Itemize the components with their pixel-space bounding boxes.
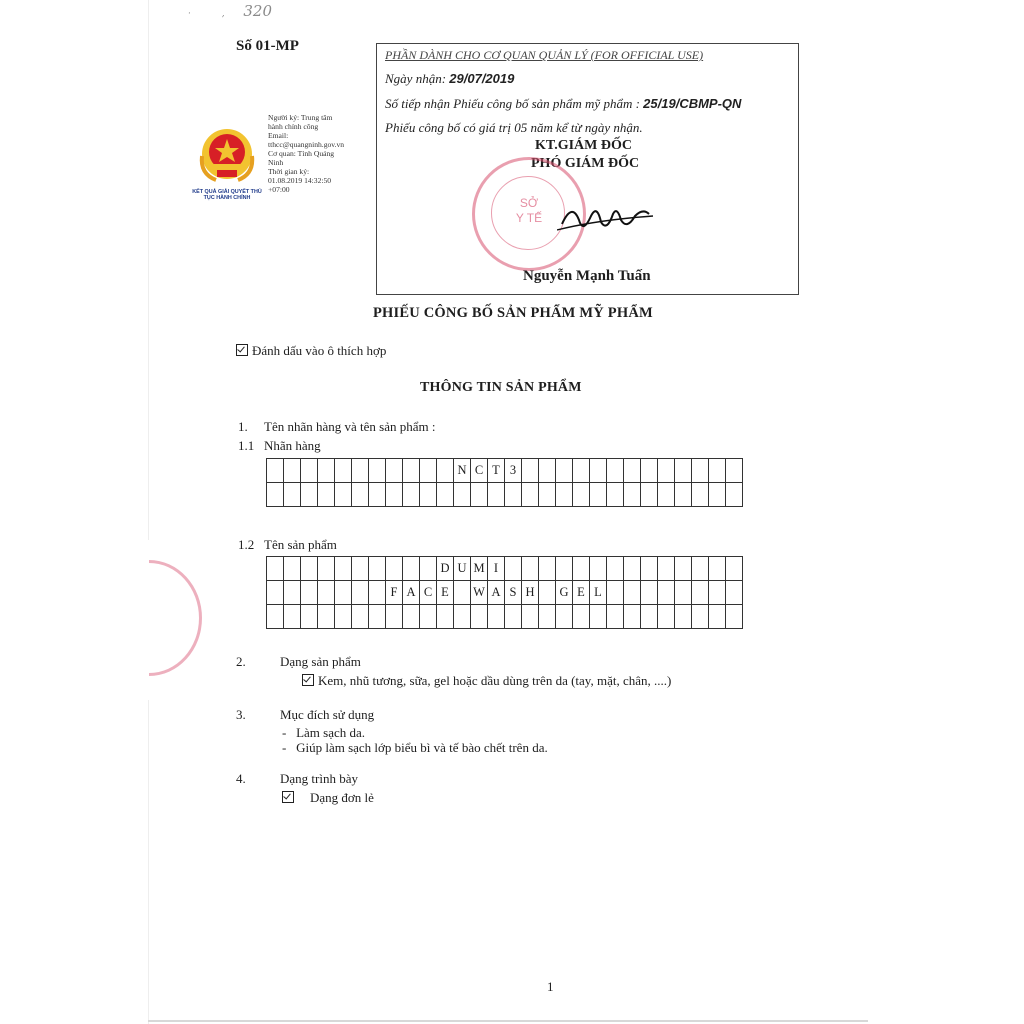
brand-cell xyxy=(369,483,386,507)
product-cell xyxy=(471,605,488,629)
receipt-number-line xyxy=(385,96,741,112)
brand-cell xyxy=(556,483,573,507)
product-cell xyxy=(335,605,352,629)
brand-cell xyxy=(386,483,403,507)
product-cell xyxy=(369,557,386,581)
product-cell xyxy=(590,605,607,629)
official-header: PHẦN DÀNH CHO CƠ QUAN QUẢN LÝ (FOR OFFICIAL USE) xyxy=(385,48,704,62)
check-note-text: Đánh dấu vào ô thích hợp xyxy=(252,343,387,358)
product-cell xyxy=(369,581,386,605)
item1-label: Tên nhãn hàng và tên sản phẩm : xyxy=(264,419,436,434)
product-cell xyxy=(641,581,658,605)
check-note xyxy=(236,343,386,359)
product-cell xyxy=(539,557,556,581)
product-cell xyxy=(624,581,641,605)
brand-cell xyxy=(675,483,692,507)
product-cell xyxy=(403,557,420,581)
product-cell xyxy=(726,557,743,581)
brand-cell xyxy=(352,483,369,507)
brand-cell: 3 xyxy=(505,459,522,483)
item3-bullet-2 xyxy=(282,740,548,756)
brand-cell xyxy=(335,459,352,483)
product-cell xyxy=(522,557,539,581)
product-cell xyxy=(301,557,318,581)
brand-cell xyxy=(709,459,726,483)
product-grid xyxy=(266,556,743,629)
item4-number: 4. xyxy=(236,771,246,786)
brand-cell xyxy=(539,459,556,483)
item1-number: 1. xyxy=(238,419,248,434)
item4-option xyxy=(282,790,374,806)
item2-option xyxy=(302,673,671,689)
product-cell: M xyxy=(471,557,488,581)
brand-cell: N xyxy=(454,459,471,483)
stamp-text-line-1: SỞ xyxy=(519,196,539,210)
brand-cell xyxy=(420,483,437,507)
official-title-2: PHÓ GIÁM ĐỐC xyxy=(531,156,640,171)
handwritten-note xyxy=(188,2,272,20)
stamp-text-line-2: Y TẾ xyxy=(515,211,543,225)
product-cell xyxy=(318,557,335,581)
product-cell xyxy=(267,605,284,629)
handwritten-dots: · , xyxy=(188,9,239,19)
item3-bullet-2-text: Giúp làm sạch lớp biểu bì và tế bào chết trên da. xyxy=(296,740,548,755)
product-cell xyxy=(726,605,743,629)
brand-cell xyxy=(556,459,573,483)
brand-cell xyxy=(488,483,505,507)
product-cell xyxy=(369,605,386,629)
brand-cell xyxy=(403,483,420,507)
received-date: 29/07/2019 xyxy=(449,71,515,86)
item1-1-number: 1.1 xyxy=(238,438,255,453)
checkbox-checked-icon xyxy=(302,674,314,686)
digital-signature-info xyxy=(268,113,346,194)
brand-cell xyxy=(590,459,607,483)
form-code: Số 01-MP xyxy=(236,38,299,54)
validity-note: Phiếu công bố có giá trị 05 năm kể từ ngày nhận. xyxy=(385,120,643,135)
product-cell xyxy=(335,581,352,605)
stamp-text xyxy=(499,196,559,226)
official-use-box xyxy=(376,43,799,295)
received-label: Ngày nhận: xyxy=(385,71,447,86)
brand-cell xyxy=(641,459,658,483)
product-cell xyxy=(505,557,522,581)
brand-cell xyxy=(318,459,335,483)
product-cell xyxy=(675,557,692,581)
brand-cell xyxy=(539,483,556,507)
signature-agency: Cơ quan: Tỉnh Quảng Ninh xyxy=(268,149,335,167)
product-cell: U xyxy=(454,557,471,581)
emblem-icon xyxy=(194,126,260,184)
product-cell xyxy=(641,605,658,629)
product-cell xyxy=(539,581,556,605)
page-bottom-edge xyxy=(148,1020,868,1022)
brand-cell xyxy=(522,459,539,483)
signature-time: 01.08.2019 14:32:50 +07:00 xyxy=(268,176,332,194)
product-cell xyxy=(267,581,284,605)
brand-row xyxy=(267,483,743,507)
checkbox-checked-icon xyxy=(236,344,248,356)
product-cell xyxy=(607,605,624,629)
item2-option-text: Kem, nhũ tương, sữa, gel hoặc dầu dùng trên da (tay, mặt, chân, ....) xyxy=(318,673,672,688)
item4-label: Dạng trình bày xyxy=(280,771,358,786)
product-cell xyxy=(318,605,335,629)
product-cell: G xyxy=(556,581,573,605)
brand-cell xyxy=(454,483,471,507)
brand-cell xyxy=(471,483,488,507)
brand-cell xyxy=(624,459,641,483)
item2-label: Dạng sản phẩm xyxy=(280,654,361,669)
product-cell xyxy=(624,605,641,629)
item1-2-label: Tên sản phẩm xyxy=(264,537,337,552)
page-margin-mask xyxy=(0,540,149,700)
brand-cell xyxy=(352,459,369,483)
brand-cell xyxy=(573,459,590,483)
product-cell: E xyxy=(573,581,590,605)
brand-cell xyxy=(369,459,386,483)
brand-cell xyxy=(658,483,675,507)
brand-cell xyxy=(420,459,437,483)
product-row xyxy=(267,557,743,581)
product-cell xyxy=(318,581,335,605)
product-cell xyxy=(301,581,318,605)
product-cell xyxy=(420,557,437,581)
main-title: PHIẾU CÔNG BỐ SẢN PHẨM MỸ PHẨM xyxy=(373,305,653,321)
product-cell xyxy=(658,557,675,581)
product-cell xyxy=(709,605,726,629)
received-date-line xyxy=(385,71,514,87)
product-cell: A xyxy=(488,581,505,605)
checkbox-checked-icon xyxy=(282,791,294,803)
item3-bullet-1 xyxy=(282,725,365,741)
item3-number: 3. xyxy=(236,707,246,722)
emblem-caption: KẾT QUẢ GIẢI QUYẾT THỦ TỤC HÀNH CHÍNH xyxy=(192,189,262,201)
product-cell xyxy=(284,581,301,605)
brand-cell xyxy=(607,483,624,507)
brand-cell xyxy=(318,483,335,507)
product-cell: F xyxy=(386,581,403,605)
product-cell xyxy=(556,557,573,581)
brand-cell xyxy=(590,483,607,507)
item3-bullet-1-text: Làm sạch da. xyxy=(296,725,366,740)
product-cell xyxy=(352,605,369,629)
page-number: 1 xyxy=(547,979,554,994)
receipt-number: 25/19/CBMP-QN xyxy=(643,96,742,111)
brand-cell xyxy=(301,483,318,507)
product-cell xyxy=(284,605,301,629)
page-left-edge xyxy=(148,0,149,1024)
product-cell xyxy=(658,605,675,629)
product-cell xyxy=(335,557,352,581)
product-cell: A xyxy=(403,581,420,605)
brand-row xyxy=(267,459,743,483)
product-cell xyxy=(590,557,607,581)
brand-cell xyxy=(267,483,284,507)
product-cell xyxy=(692,581,709,605)
signature-email-label: Email: xyxy=(268,131,289,140)
product-cell xyxy=(726,581,743,605)
handwritten-signature xyxy=(557,194,657,244)
product-cell xyxy=(692,605,709,629)
brand-cell xyxy=(675,459,692,483)
national-emblem xyxy=(194,126,260,206)
product-cell xyxy=(505,605,522,629)
signature-email: tthcc@quangninh.gov.vn xyxy=(268,140,345,149)
item3-label: Mục đích sử dụng xyxy=(280,707,375,722)
product-cell xyxy=(709,557,726,581)
brand-cell xyxy=(726,459,743,483)
product-cell xyxy=(420,605,437,629)
product-cell xyxy=(607,581,624,605)
product-cell xyxy=(641,557,658,581)
product-cell: C xyxy=(420,581,437,605)
product-cell xyxy=(386,605,403,629)
product-cell xyxy=(556,605,573,629)
product-row xyxy=(267,581,743,605)
product-cell: H xyxy=(522,581,539,605)
brand-cell xyxy=(284,483,301,507)
product-cell: E xyxy=(437,581,454,605)
product-cell xyxy=(352,581,369,605)
brand-grid xyxy=(266,458,743,507)
product-cell xyxy=(522,605,539,629)
product-cell: L xyxy=(590,581,607,605)
product-cell xyxy=(488,605,505,629)
product-cell xyxy=(301,605,318,629)
product-cell xyxy=(573,557,590,581)
product-cell: I xyxy=(488,557,505,581)
product-cell xyxy=(403,605,420,629)
brand-cell xyxy=(267,459,284,483)
brand-cell xyxy=(386,459,403,483)
bullet-dash: - xyxy=(282,725,287,740)
product-cell xyxy=(454,605,471,629)
product-row xyxy=(267,605,743,629)
product-cell xyxy=(437,605,454,629)
item4-option-text: Dạng đơn lẻ xyxy=(310,790,374,805)
product-cell: W xyxy=(471,581,488,605)
product-cell: S xyxy=(505,581,522,605)
brand-cell xyxy=(573,483,590,507)
bullet-dash: - xyxy=(282,740,287,755)
product-cell xyxy=(709,581,726,605)
signature-signer: Người ký: Trung tâm hành chính công xyxy=(268,113,333,131)
brand-cell xyxy=(505,483,522,507)
brand-cell xyxy=(607,459,624,483)
brand-cell xyxy=(437,483,454,507)
product-cell xyxy=(267,557,284,581)
product-cell xyxy=(607,557,624,581)
brand-cell xyxy=(403,459,420,483)
product-cell xyxy=(692,557,709,581)
brand-cell: C xyxy=(471,459,488,483)
item2-number: 2. xyxy=(236,654,246,669)
brand-cell xyxy=(641,483,658,507)
brand-cell xyxy=(692,459,709,483)
brand-cell xyxy=(624,483,641,507)
product-cell xyxy=(624,557,641,581)
product-cell: D xyxy=(437,557,454,581)
brand-cell xyxy=(692,483,709,507)
item1-1-label: Nhãn hàng xyxy=(264,438,321,453)
product-cell xyxy=(675,581,692,605)
handwritten-number: 320 xyxy=(243,2,273,20)
product-cell xyxy=(386,557,403,581)
product-cell xyxy=(573,605,590,629)
official-title-1: KT.GIÁM ĐỐC xyxy=(535,138,632,153)
brand-cell xyxy=(284,459,301,483)
brand-cell xyxy=(709,483,726,507)
product-cell xyxy=(658,581,675,605)
receipt-number-label: Số tiếp nhận Phiếu công bố sản phẩm mỹ phẩm : xyxy=(385,96,640,111)
product-cell xyxy=(539,605,556,629)
brand-cell xyxy=(658,459,675,483)
brand-cell xyxy=(301,459,318,483)
product-cell xyxy=(284,557,301,581)
product-cell xyxy=(675,605,692,629)
brand-cell: T xyxy=(488,459,505,483)
brand-cell xyxy=(522,483,539,507)
item1-2-number: 1.2 xyxy=(238,537,255,552)
signer-name: Nguyễn Mạnh Tuấn xyxy=(523,268,651,284)
product-cell xyxy=(454,581,471,605)
brand-cell xyxy=(335,483,352,507)
product-cell xyxy=(352,557,369,581)
brand-cell xyxy=(726,483,743,507)
signature-time-label: Thời gian ký: xyxy=(268,167,310,176)
section-title: THÔNG TIN SẢN PHẨM xyxy=(420,380,582,395)
brand-cell xyxy=(437,459,454,483)
